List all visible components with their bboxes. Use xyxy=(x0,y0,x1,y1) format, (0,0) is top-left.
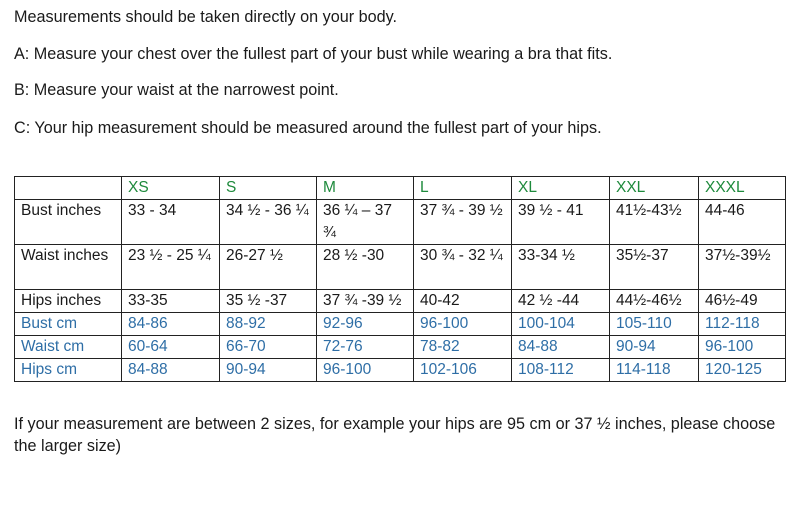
row-label: Bust inches xyxy=(15,200,122,245)
size-header-l: L xyxy=(414,177,512,200)
table-cell: 92-96 xyxy=(317,313,414,336)
instruction-b: B: Measure your waist at the narrowest point. xyxy=(14,81,339,99)
sizing-note: If your measurement are between 2 sizes, for example your hips are 95 cm or 37 ½ inches, please choose the larger size) xyxy=(14,415,776,455)
table-row-bust-inches xyxy=(15,200,786,245)
size-header-xl: XL xyxy=(512,177,610,200)
table-cell: 33-35 xyxy=(122,290,220,313)
table-cell: 42 ½ -44 xyxy=(512,290,610,313)
table-cell: 35½-37 xyxy=(610,245,699,290)
instruction-a: A: Measure your chest over the fullest part of your bust while wearing a bra that fits. xyxy=(14,45,613,63)
table-cell: 33-34 ½ xyxy=(512,245,610,290)
table-cell: 105-110 xyxy=(610,313,699,336)
table-cell: 44-46 xyxy=(699,200,786,245)
table-cell: 96-100 xyxy=(699,336,786,359)
table-cell: 120-125 xyxy=(699,359,786,382)
table-cell: 114-118 xyxy=(610,359,699,382)
table-cell: 36 ¼ – 37 ¾ xyxy=(317,200,414,245)
table-cell: 39 ½ - 41 xyxy=(512,200,610,245)
table-cell: 112-118 xyxy=(699,313,786,336)
row-label: Bust cm xyxy=(15,313,122,336)
table-cell: 28 ½ -30 xyxy=(317,245,414,290)
size-header-row xyxy=(15,177,786,200)
table-cell: 78-82 xyxy=(414,336,512,359)
table-row-waist-inches xyxy=(15,245,786,290)
table-cell: 46½-49 xyxy=(699,290,786,313)
table-cell: 102-106 xyxy=(414,359,512,382)
instruction-c: C: Your hip measurement should be measured around the fullest part of your hips. xyxy=(14,119,602,137)
size-header-m: M xyxy=(317,177,414,200)
table-cell: 37½-39½ xyxy=(699,245,786,290)
table-row-waist-cm xyxy=(15,336,786,359)
size-header-xs: XS xyxy=(122,177,220,200)
table-cell: 60-64 xyxy=(122,336,220,359)
table-cell: 30 ¾ - 32 ¼ xyxy=(414,245,512,290)
table-cell: 37 ¾ -39 ½ xyxy=(317,290,414,313)
table-cell: 23 ½ - 25 ¼ xyxy=(122,245,220,290)
table-cell: 100-104 xyxy=(512,313,610,336)
table-cell: 37 ¾ - 39 ½ xyxy=(414,200,512,245)
size-header-xxxl: XXXL xyxy=(699,177,786,200)
row-label: Waist inches xyxy=(15,245,122,290)
intro-text: Measurements should be taken directly on your body. xyxy=(14,8,398,26)
table-cell: 41½-43½ xyxy=(610,200,699,245)
table-cell: 66-70 xyxy=(220,336,317,359)
size-header-xxl: XXL xyxy=(610,177,699,200)
table-cell: 96-100 xyxy=(317,359,414,382)
row-label: Hips inches xyxy=(15,290,122,313)
header-corner-cell xyxy=(15,177,122,200)
table-cell: 35 ½ -37 xyxy=(220,290,317,313)
table-cell: 84-88 xyxy=(122,359,220,382)
size-chart-table xyxy=(14,176,786,382)
row-label: Hips cm xyxy=(15,359,122,382)
table-cell: 26-27 ½ xyxy=(220,245,317,290)
table-cell: 40-42 xyxy=(414,290,512,313)
size-header-s: S xyxy=(220,177,317,200)
table-cell: 34 ½ - 36 ¼ xyxy=(220,200,317,245)
table-cell: 33 - 34 xyxy=(122,200,220,245)
table-cell: 72-76 xyxy=(317,336,414,359)
table-cell: 44½-46½ xyxy=(610,290,699,313)
table-cell: 108-112 xyxy=(512,359,610,382)
table-row-hips-cm xyxy=(15,359,786,382)
table-row-bust-cm xyxy=(15,313,786,336)
table-cell: 88-92 xyxy=(220,313,317,336)
row-label: Waist cm xyxy=(15,336,122,359)
table-row-hips-inches xyxy=(15,290,786,313)
table-cell: 90-94 xyxy=(220,359,317,382)
table-cell: 84-88 xyxy=(512,336,610,359)
table-cell: 90-94 xyxy=(610,336,699,359)
table-cell: 96-100 xyxy=(414,313,512,336)
table-cell: 84-86 xyxy=(122,313,220,336)
